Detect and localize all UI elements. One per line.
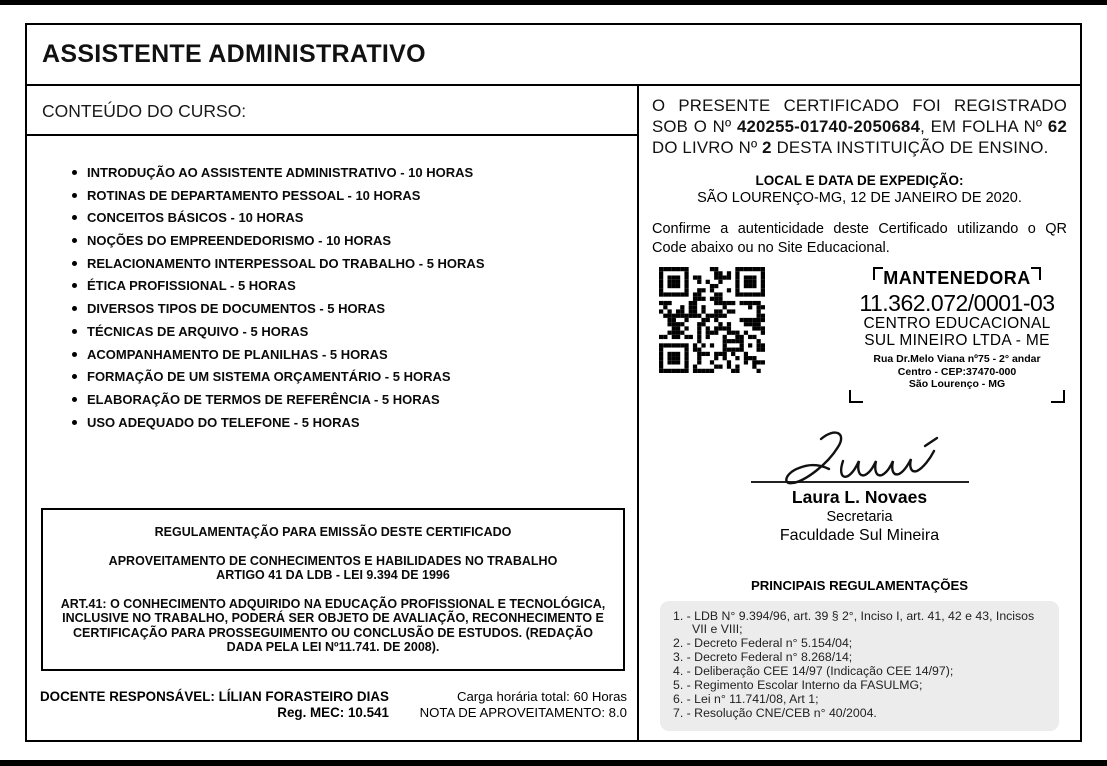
course-item: DIVERSOS TIPOS DE DOCUMENTOS - 5 HORAS (72, 302, 637, 316)
regulations-list (660, 601, 1059, 731)
qr-note: Confirme a autenticidade deste Certificado utilizando o QR Code abaixo ou no Site Educacional. (652, 221, 1067, 256)
course-list (72, 166, 637, 438)
course-item: TÉCNICAS DE ARQUIVO - 5 HORAS (72, 325, 637, 339)
registration-segment: DO LIVRO Nº (652, 138, 763, 157)
regulation-box-subtitle-line1: APROVEITAMENTO DE CONHECIMENTOS E HABILIDADES NO TRABALHO (108, 553, 558, 568)
regulations-heading: PRINCIPAIS REGULAMENTAÇÕES (750, 577, 969, 593)
signatory-name: Laura L. Novaes (791, 486, 928, 507)
registration-segment: , EM FOLHA Nº (920, 117, 1048, 136)
course-item: INTRODUÇÃO AO ASSISTENTE ADMINISTRATIVO - 10 HORAS (72, 166, 637, 180)
stamp-corner-top-right-icon (1031, 267, 1041, 280)
qr-stamp-row (652, 267, 1067, 403)
page-bottom-edge (0, 760, 1107, 766)
page-top-edge (0, 0, 1107, 5)
stamp-line1: CENTRO EDUCACIONAL (863, 315, 1051, 332)
course-item: USO ADEQUADO DO TELEFONE - 5 HORAS (72, 416, 637, 430)
signatory-institution: Faculdade Sul Mineira (779, 526, 940, 544)
stamp-corner-bottom-right-icon (1051, 390, 1065, 403)
signature-block (652, 443, 1067, 546)
course-item: FORMAÇÃO DE UM SISTEMA ORÇAMENTÁRIO - 5 HORAS (72, 370, 637, 384)
regulation-item: 6. - Lei n° 11.741/08, Art 1; (673, 691, 819, 706)
stamp-header-text: MANTENEDORA (883, 268, 1031, 288)
regulation-box-title: REGULAMENTAÇÃO PARA EMISSÃO DESTE CERTIFICADO (154, 525, 512, 540)
qr-code-icon (659, 267, 765, 373)
stamp-address-line3: São Lourenço - MG (908, 378, 1006, 390)
regulation-box-subtitle (57, 554, 609, 583)
left-column-footer (27, 689, 637, 721)
registration-text (652, 95, 1067, 158)
certificate-frame (25, 23, 1082, 742)
registration-column (639, 86, 1080, 740)
registration-value: 62 (1047, 117, 1067, 136)
course-item: ÉTICA PROFISSIONAL - 5 HORAS (72, 279, 637, 293)
title-box (25, 23, 1082, 86)
mantenedora-stamp (847, 267, 1067, 403)
signatory-role: Secretaria (826, 508, 893, 525)
stamp-line2: SUL MINEIRO LTDA - ME (864, 332, 1050, 349)
handwritten-signature-icon (755, 425, 965, 489)
course-column (27, 86, 639, 740)
course-item: ELABORAÇÃO DE TERMOS DE REFERÊNCIA - 5 HORAS (72, 393, 637, 407)
registration-value: 420255-01740-2050684 (736, 117, 921, 136)
expedition-label: LOCAL E DATA DE EXPEDIÇÃO: (755, 173, 964, 188)
registration-segment: O PRESENTE CERTIFICADO FOI REGISTRADO SOB O Nº (652, 96, 1067, 136)
reg-mec: Reg. MEC: 10.541 (277, 704, 389, 720)
regulation-item: 4. - Deliberação CEE 14/97 (Indicação CEE 14/97); (673, 664, 954, 679)
nota-aproveitamento: NOTA DE APROVEITAMENTO: 8.0 (419, 704, 627, 720)
stamp-address-line1: Rua Dr.Melo Viana nº75 - 2° andar (873, 353, 1041, 365)
stamp-address (851, 353, 1063, 391)
expedition-value: SÃO LOURENÇO-MG, 12 DE JANEIRO DE 2020. (697, 190, 1022, 206)
docente-block (40, 689, 389, 721)
course-item: ROTINAS DE DEPARTAMENTO PESSOAL - 10 HORAS (72, 189, 637, 203)
registration-value: 2 (762, 138, 772, 157)
stamp-header (873, 267, 1041, 291)
regulation-item: 3. - Decreto Federal n° 8.268/14; (673, 650, 853, 665)
regulation-box-body: ART.41: O CONHECIMENTO ADQUIRIDO NA EDUCAÇÃO PROFISSIONAL E TECNOLÓGICA, INCLUSIVE NO TRABALHO, PODERÁ SER OBJETO DE AVALIAÇÃO, RECONHECIMENTO E CERTIFICAÇÃO PARA PROSSEGUIMENTO OU CONCLUSÃO DE ESTUDOS. (REDAÇÃO DADA PELA LEI Nº11.741. DE 2008). (60, 596, 606, 655)
signature-line (751, 443, 969, 483)
stamp-corner-bottom-left-icon (849, 390, 863, 403)
course-item: CONCEITOS BÁSICOS - 10 HORAS (72, 211, 637, 225)
regulation-box (41, 508, 625, 671)
docente-label: DOCENTE RESPONSÁVEL: LÍLIAN FORASTEIRO DIAS (40, 688, 389, 704)
page-title: ASSISTENTE ADMINISTRATIVO (42, 40, 426, 68)
main-box (25, 86, 1082, 742)
regulation-item: 2. - Decreto Federal n° 5.154/04; (673, 636, 853, 651)
carga-block (420, 689, 627, 721)
regulation-box-subtitle-line2: ARTIGO 41 DA LDB - LEI 9.394 DE 1996 (216, 568, 450, 583)
stamp-corner-top-left-icon (873, 267, 883, 280)
regulation-item: 1. - LDB N° 9.394/96, art. 39 § 2°, Inciso I, art. 41, 42 e 43, Incisos VII e VIII; (673, 608, 1035, 637)
registration-segment: DESTA INSTITUIÇÃO DE ENSINO. (771, 138, 1049, 157)
course-item: NOÇÕES DO EMPREENDEDORISMO - 10 HORAS (72, 234, 637, 248)
stamp-address-line2: Centro - CEP:37470-000 (897, 365, 1017, 378)
course-content-heading: CONTEÚDO DO CURSO: (27, 86, 637, 136)
regulation-item: 5. - Regimento Escolar Interno da FASULMG; (673, 678, 923, 693)
carga-horaria: Carga horária total: 60 Horas (456, 688, 627, 704)
course-item: ACOMPANHAMENTO DE PLANILHAS - 5 HORAS (72, 348, 637, 362)
regulation-item: 7. - Resolução CNE/CEB n° 40/2004. (673, 705, 877, 720)
stamp-cnpj: 11.362.072/0001-03 (859, 290, 1055, 316)
course-item: RELACIONAMENTO INTERPESSOAL DO TRABALHO - 5 HORAS (72, 257, 637, 271)
